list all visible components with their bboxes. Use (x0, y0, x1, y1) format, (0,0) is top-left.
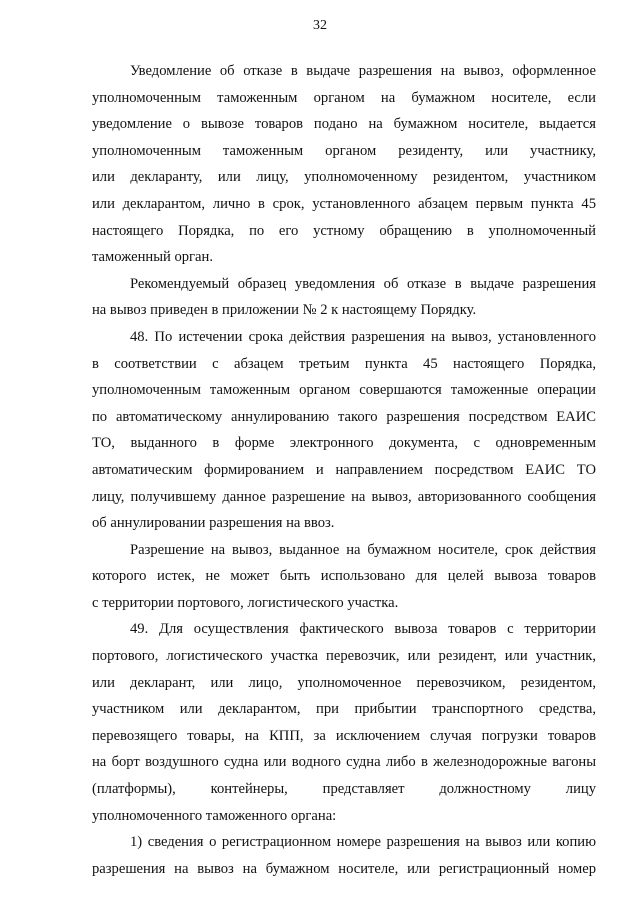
paragraph-item-49 (92, 616, 596, 829)
text-line: или декларантом, лично в срок, установленного абзацем первым пункта 45 (92, 195, 596, 212)
text-line: автоматическим формированием и направлением посредством ЕАИС ТО (92, 461, 596, 478)
text-line: разрешения на вывоз на бумажном носителе, или регистрационный номер (92, 860, 596, 877)
text-line: 48. По истечении срока действия разрешения на вывоз, установленного (130, 328, 596, 345)
text-line: портового, логистического участка перевозчик, или резидент, или участник, (92, 648, 596, 665)
text-line: на борт воздушного судна или водного судна либо в железнодорожные вагоны (92, 754, 596, 771)
text-line: 1) сведения о регистрационном номере разрешения на вывоз или копию (130, 834, 596, 851)
text-line: в соответствии с абзацем третьим пункта 45 настоящего Порядка, (92, 355, 596, 372)
paragraph-refusal-notice (92, 58, 596, 271)
text-line: об аннулировании разрешения на ввоз. (92, 515, 335, 532)
text-line: уполномоченным таможенным органом совершаются таможенные операции (92, 382, 596, 399)
text-line: Рекомендуемый образец уведомления об отказе в выдаче разрешения (130, 275, 596, 292)
text-line: Уведомление об отказе в выдаче разрешения на вывоз, оформленное (130, 63, 596, 79)
text-line: ТО, выданного в форме электронного документа, с одновременным (92, 435, 596, 452)
text-line: или декларанту, или лицу, уполномоченному резидентом, участником (92, 169, 596, 186)
paragraph-subitem-1 (92, 829, 596, 882)
document-body (92, 58, 596, 882)
text-line: на вывоз приведен в приложении № 2 к настоящему Порядку. (92, 302, 477, 319)
paragraph-sample-reference (92, 271, 596, 324)
paragraph-item-48 (92, 324, 596, 537)
paragraph-expired-permit (92, 537, 596, 617)
text-line: Разрешение на вывоз, выданное на бумажном носителе, срок действия (130, 541, 596, 558)
text-line: уполномоченным таможенным органом резиденту, или участнику, (92, 142, 596, 159)
text-line: 49. Для осуществления фактического вывоза товаров с территории (130, 621, 596, 638)
text-line: настоящего Порядка, по его устному обращению в уполномоченный (92, 222, 596, 239)
text-line: таможенный орган. (92, 249, 213, 266)
page-number: 32 (313, 18, 327, 33)
text-line: участником или декларантом, при прибытии транспортного средства, (92, 701, 596, 718)
text-line: которого истек, не может быть использовано для целей вывоза товаров (92, 568, 596, 585)
text-line: уведомление о вывозе товаров подано на бумажном носителе, выдается (92, 116, 596, 133)
text-line: по автоматическому аннулированию такого разрешения посредством ЕАИС (92, 408, 596, 425)
text-line: с территории портового, логистического участка. (92, 594, 399, 611)
text-line: или декларант, или лицо, уполномоченное перевозчиком, резидентом, (92, 674, 596, 691)
text-line: уполномоченным таможенным органом на бумажном носителе, если (92, 89, 596, 106)
text-line: перевозящего товары, на КПП, за исключением случая погрузки товаров (92, 727, 596, 744)
text-line: лицу, получившему данное разрешение на вывоз, авторизованного сообщения (92, 488, 596, 505)
text-line: уполномоченного таможенного органа: (92, 807, 337, 824)
text-line: (платформы), контейнеры, представляет должностному лицу (92, 781, 596, 798)
